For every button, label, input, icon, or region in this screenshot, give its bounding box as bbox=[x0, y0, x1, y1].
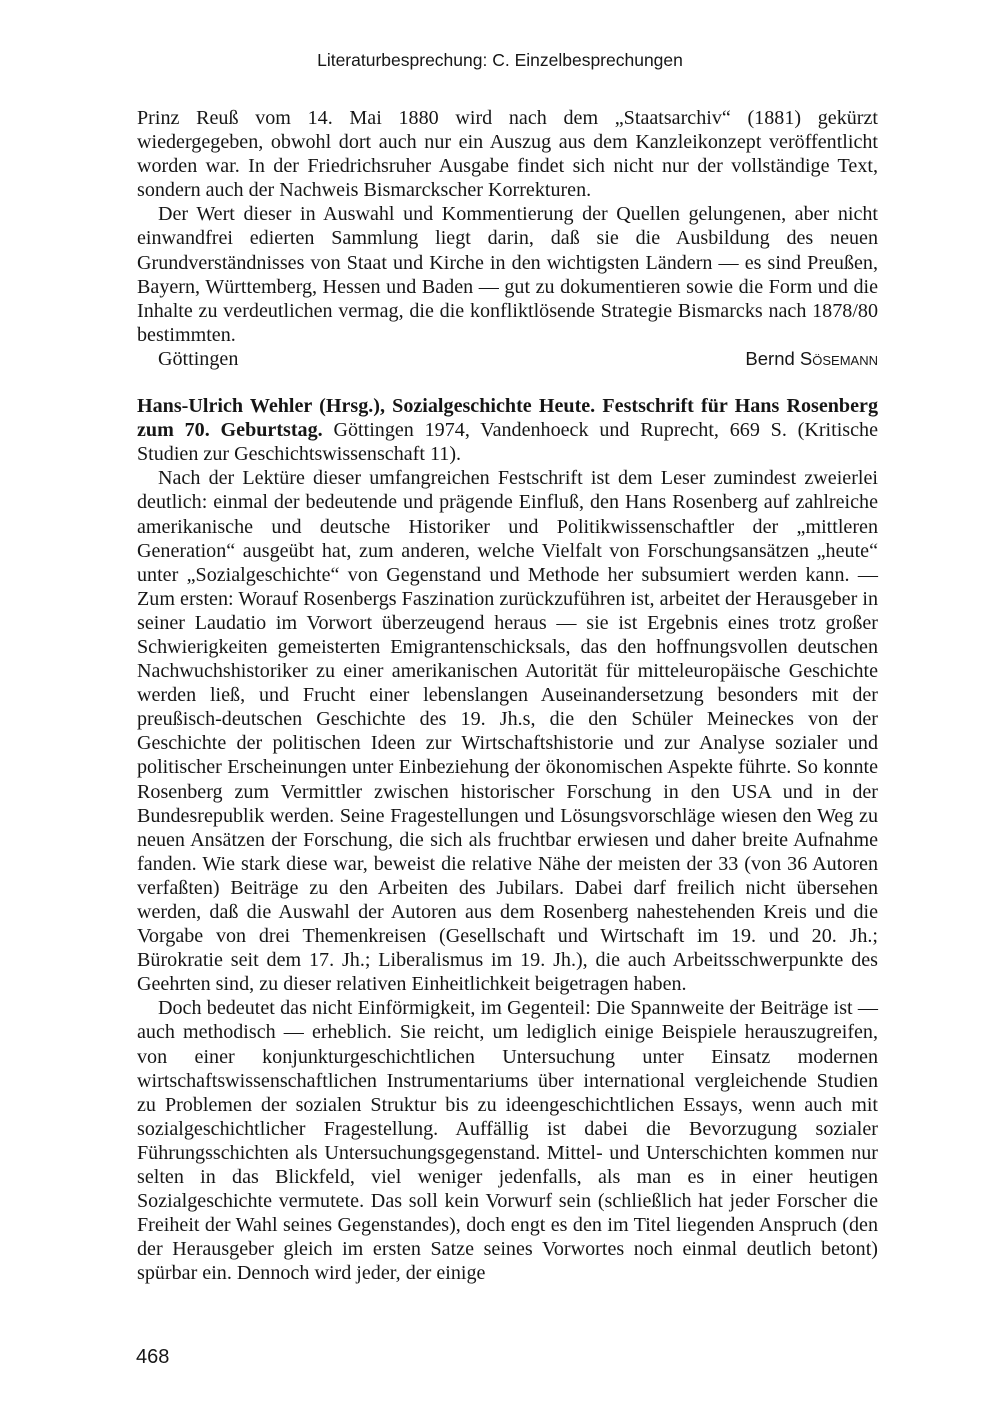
paragraph-conclusion: Der Wert dieser in Auswahl und Kommentierung der Quellen gelungenen, aber nicht einwandfrei edierten Sammlung liegt darin, daß sie die Ausbildung des neuen Grundverständnisses von Staat und Kirche in den wichtigsten Ländern — es sind Preußen, Bayern, Württemberg, Hessen und Baden — gut zu dokumentieren sowie die Form und die Inhalte zu verdeutlichen vermag, die die konfliktlösende Strategie Bismarcks nach 1878/80 bestimmten. bbox=[137, 203, 878, 346]
running-head: Literaturbesprechung: C. Einzelbesprechungen bbox=[317, 50, 683, 70]
paragraph-continuation: Prinz Reuß vom 14. Mai 1880 wird nach dem „Staatsarchiv“ (1881) gekürzt wiedergegeben, obwohl dort auch nur ein Auszug aus dem Kanzleikonzept veröffentlicht worden war. In der Friedrichsruher Ausgabe findet sich nicht nur der vollständige Text, sondern auch der Nachweis Bismarckscher Korrekturen. bbox=[137, 107, 878, 202]
review-bibliography bbox=[137, 394, 878, 466]
page-number: 468 bbox=[136, 1346, 170, 1368]
review-paragraph-1: Nach der Lektüre dieser umfangreichen Festschrift ist dem Leser zumindest zweierlei deutlich: einmal der bedeutende und prägende Einfluß, den Hans Rosenberg auf zahlreiche amerikanische und deutsche Historiker und Politikwissenschaftler der „mittleren Generation“ ausgeübt hat, zum anderen, welche Vielfalt von Forschungsansätzen „heute“ unter „Sozialgeschichte“ von Gegenstand und Methode her subsumiert werden kann. — Zum ersten: Worauf Rosenbergs Faszination zurückzuführen ist, arbeitet der Herausgeber in seiner Laudatio im Vorwort überzeugend heraus — sie ist Ergebnis eines trotz großer Schwierigkeiten gemeisterten Emigrantenschicksals, das den hoffnungsvollen deutschen Nachwuchshistoriker zu einer amerikanischen Autorität für mitteleuropäische Geschichte werden ließ, und Frucht einer lebenslangen Auseinandersetzung besonders mit der preußisch-deutschen Geschichte des 19. Jh.s, die den Schüler Meineckes von der Geschichte der politischen Ideen zur Wirtschaftshistorie und zur Analyse sozialer und politischer Erscheinungen unter Einbeziehung der ökonomischen Aspekte führte. So konnte Rosenberg zum Vermittler zwischen historischer Forschung in den USA und in der Bundesrepublik werden. Seine Fragestellungen und Lösungsvorschläge wiesen den Weg zu neuen Ansätzen der Forschung, die sich als fruchtbar erwiesen und daher breite Aufnahme fanden. Wie stark diese war, beweist die relative Nähe der meisten der 33 (von 36 Autoren verfaßten) Beiträge zu den Arbeiten des Jubilars. Dabei darf freilich nicht übersehen werden, daß die Auswahl der Autoren aus dem Rosenberg nahestehenden Kreis und die Vorgabe von drei Themenkreisen (Gesellschaft und Wirtschaft im 19. und 20. Jh.; Bürokratie seit dem 17. Jh.; Liberalismus im 19. Jh.), die auch Arbeitsschwerpunkte des Geehrten sind, zu dieser relativen Einheitlichkeit beigetragen haben. bbox=[137, 467, 878, 996]
author-last-name: Sösemann bbox=[799, 347, 878, 369]
signature-place: Göttingen bbox=[158, 347, 239, 370]
review-paragraph-2: Doch bedeutet das nicht Einförmigkeit, im Gegenteil: Die Spannweite der Beiträge ist — auch methodisch — erheblich. Sie reicht, um lediglich einige Beispiele herauszugreifen, von einer konjunkturgeschichtlichen Untersuchung unter Einsatz modernen wirtschaftswissenschaftlichen Instrumentariums über international vergleichende Studien zu Problemen der sozialen Struktur bis zu ideengeschichtlichen Essays, wenn auch mit sozialgeschichtlicher Fragestellung. Auffällig ist dabei die Bevorzugung sozialer Führungsschichten als Untersuchungsgegenstand. Mittel- und Unterschichten kommen nur selten in das Blickfeld, viel weniger jedenfalls, als man es in einer heutigen Sozialgeschichte vermutete. Das soll kein Vorwurf sein (schließlich hat jeder Forscher die Freiheit der Wahl seines Gegenstandes), doch engt es den im Titel liegenden Anspruch (den der Herausgeber gleich im ersten Satze seines Vorwortes noch einmal deutlich betont) spürbar ein. Dennoch wird jeder, der einige bbox=[137, 997, 878, 1285]
signature-author bbox=[745, 347, 878, 371]
review-title: Hans-Ulrich Wehler (Hrsg.), Sozialgeschichte Heute. Festschrift für Hans Rosenberg zum 70. Geburtstag. bbox=[137, 395, 878, 442]
page-body bbox=[137, 106, 878, 1286]
review-signature bbox=[137, 347, 878, 371]
review-publication-info: Göttingen 1974, Vandenhoeck und Ruprecht, 669 S. (Kritische Studien zur Geschichtswissenschaft 11). bbox=[137, 419, 878, 466]
author-first-name: Bernd bbox=[745, 347, 795, 369]
